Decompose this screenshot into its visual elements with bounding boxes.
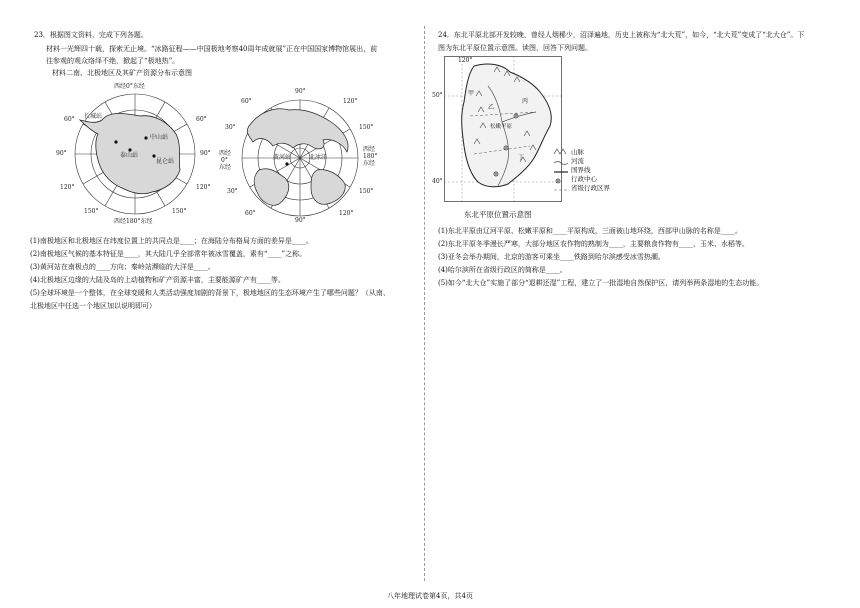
station-zhongshan: 中山站: [150, 134, 169, 141]
q24-item-1: (1)东北平原由辽河平原、松嫩平原和____平原构成，三面被山地环绕，西部甲山脉的名称是____。: [438, 227, 742, 235]
legend-mountain-label: 山脉: [571, 148, 584, 156]
q23-item-1: (1)南极地区和北极地区在纬度位置上的共同点是____；在海陆分布格局方面的差异是____。: [30, 237, 313, 245]
mountain-legend-icon: [554, 149, 566, 154]
antarctic-bottom-label: 西经180°东经: [114, 218, 153, 225]
map-caption: 东北平原位置示意图: [464, 210, 532, 219]
q24-item-2: (2)东北平原冬季漫长严寒，大部分地区农作物的熟制为____，主要粮食作物有____、玉米、水稻等。: [438, 240, 749, 248]
arctic-lon-60-topleft: 60°: [241, 98, 252, 105]
q23-item-4: (4)北极地区边缘的大陆及岛的上动植物和矿产资源丰富，主要能源矿产有____等。: [30, 276, 285, 284]
column-divider: [424, 26, 425, 581]
arctic-west-left: 西经: [219, 150, 232, 157]
q23-material1-line1: 材料一光辉四十载，探索无止境。“冰路征程——中国极地考察40周年成就展”正在中国国家博物馆展出，前: [46, 45, 378, 53]
arctic-180-right: 180°: [363, 153, 378, 160]
arctic-lon-120-bottom: 120°: [339, 210, 354, 217]
antarctic-lon-60-right: 60°: [196, 116, 207, 123]
antarctic-lon-60-left: 60°: [64, 116, 75, 123]
map-letter-ding: 丁: [518, 154, 525, 161]
arctic-east-right: 东经: [363, 160, 376, 167]
q23-item-5-line2: 北极地区中任选一个地区加以说明即可）: [30, 302, 156, 310]
map-letter-bing: 丙: [522, 98, 529, 105]
q23-item-2: (2)南极地区气候的基本特征是____，其大陆几乎全部常年被冰雪覆盖，素有“____”之称。: [30, 250, 307, 258]
legend-capital-label: 行政中心: [571, 175, 597, 183]
map-legend: [552, 147, 612, 199]
q23-item-5-line1: (5)全球环境是一个整体，在全球变暖和人类活动强度加剧的背景下，极地地区的生态环境产生了哪些问题？（从南、: [30, 289, 390, 297]
map-letter-jia: 甲: [468, 90, 475, 97]
station-changcheng: 长城站: [84, 113, 103, 120]
q23-material2: 材料二南、北极地区及其矿产资源分布示意图: [52, 69, 192, 77]
arctic-ocean-label: 北冰洋: [309, 154, 328, 161]
station-huanghe: 黄河站: [273, 154, 292, 161]
arctic-lon-60-bottom: 60°: [245, 210, 256, 217]
map-lat-50: 50°: [432, 92, 443, 99]
north-landmass-bottom-right: [311, 170, 345, 205]
antarctic-lon-150-right: 150°: [172, 208, 187, 215]
q24-item-3: (3)亚冬会举办期间，北京的游客可乘坐____铁路到哈尔滨感受冰雪热潮。: [438, 253, 665, 261]
q23-header: 23．根据图文资料，完成下列各题。: [34, 31, 148, 39]
antarctic-lon-90-left: 90°: [56, 150, 67, 157]
antarctic-lon-120-left: 120°: [60, 184, 75, 191]
arctic-lon-90-top: 90°: [295, 88, 306, 95]
arctic-lon-90-bottom: 90°: [295, 217, 306, 224]
arctic-lon-30-left: 30°: [225, 124, 236, 131]
antarctic-lon-120-right: 120°: [196, 184, 211, 191]
northeast-plain-map-svg: [444, 56, 562, 206]
q23-item-3: (3)黄河站在南极点的____方向；秦岭站濒临的大洋是____。: [30, 263, 215, 271]
arctic-map: [215, 86, 385, 226]
antarctic-lon-150-left: 150°: [84, 208, 99, 215]
question-24: [434, 0, 842, 608]
map-lon-120: 120°: [458, 57, 473, 64]
arctic-lon-120-top: 120°: [343, 98, 358, 105]
map-songnen-label: 松嫩平原: [490, 124, 513, 130]
q24-intro-line1: 24．东北平原北部开发较晚，曾经人烟稀少，沼泽遍地，历史上被称为“北大荒”，如今，“北大荒”变成了“北大仓”。下: [438, 31, 805, 39]
northeast-plain-map: [432, 56, 562, 206]
arctic-lon-150-bottom: 150°: [359, 188, 374, 195]
arctic-lon-30-bottom: 30°: [227, 188, 238, 195]
q24-intro-line2: 图为东北平原位置示意图。读图，回答下列问题。: [438, 44, 592, 52]
arctic-lon-150-right: 150°: [359, 124, 374, 131]
q24-item-5: (5)如今“北大仓”实施了部分“退耕还湿”工程，建立了一批湿地自然保护区，请列举两条湿地的生态功能。: [438, 279, 764, 287]
map-letter-yi: 乙: [488, 104, 495, 111]
station-kunlun: 昆仑站: [156, 158, 175, 165]
legend-provincial-label: 省级行政区界: [571, 184, 610, 192]
map-lat-40: 40°: [432, 178, 443, 185]
legend-river-label: 河流: [571, 157, 584, 165]
arctic-zero-left: 0°: [221, 157, 228, 164]
arctic-map-svg: [215, 86, 385, 226]
arctic-west-right: 西经: [363, 146, 376, 153]
arctic-east-left: 东经: [219, 164, 232, 171]
eurasia-north-america-land: [247, 109, 348, 152]
legend-border-label: 国界线: [571, 166, 591, 174]
antarctic-map: [50, 80, 220, 228]
river-legend-icon: [554, 162, 568, 165]
q23-material1-line2: 往参观的观众络绎不绝，掀起了“极地热”。: [46, 57, 180, 65]
station-taishan: 泰山站: [120, 152, 139, 159]
antarctic-lon-90-right: 90°: [200, 150, 211, 157]
antarctic-top-label: 西经0°东经: [114, 83, 145, 90]
q24-item-4: (4)哈尔滨所在省级行政区的简称是____。: [438, 266, 567, 274]
page-footer: 八年地理试卷第4页，共4页: [387, 592, 473, 600]
question-23: [20, 0, 416, 608]
